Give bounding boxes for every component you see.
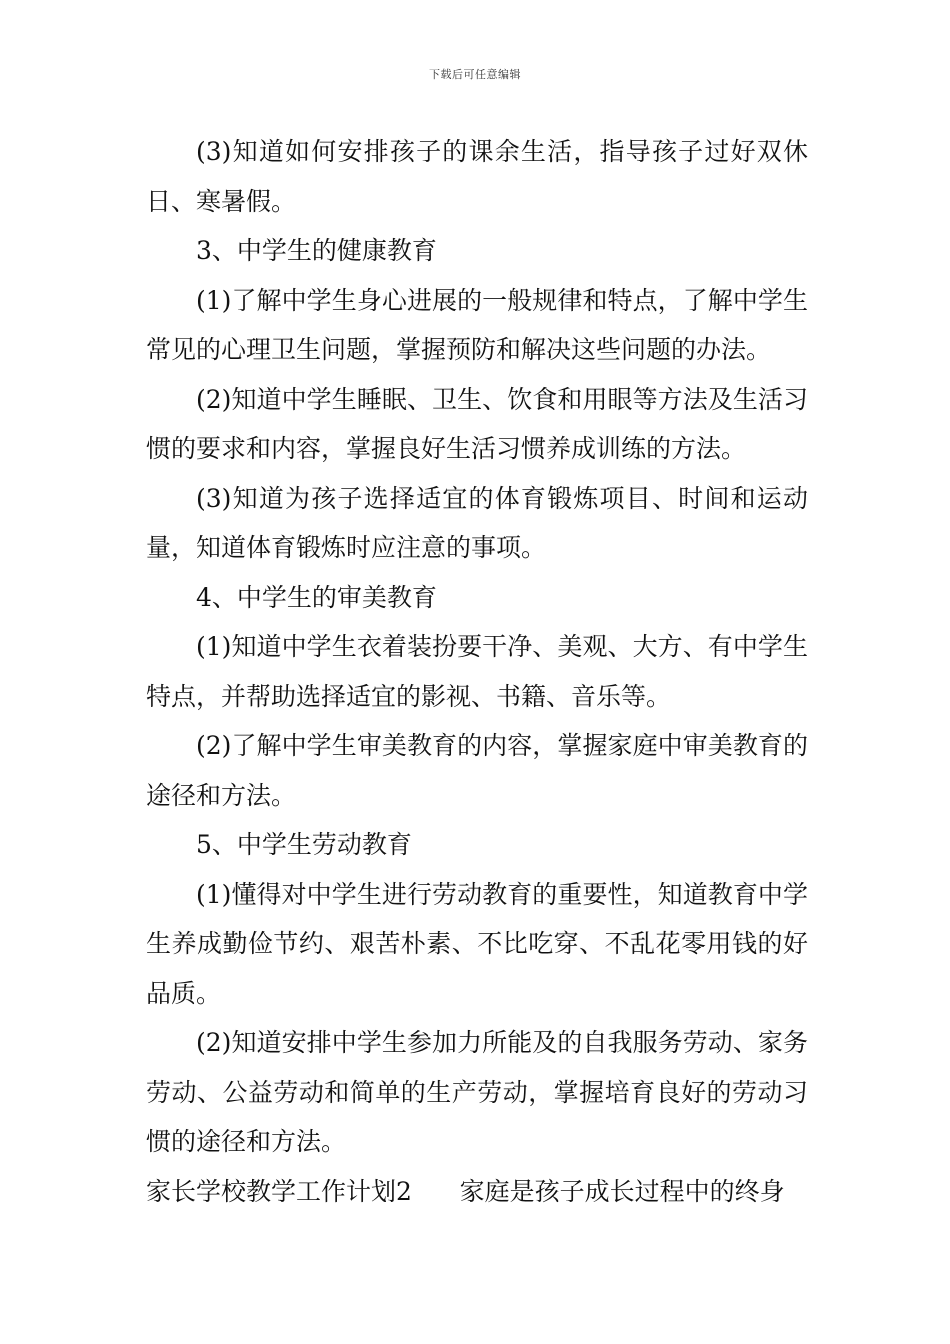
paragraph: (1)知道中学生衣着装扮要干净、美观、大方、有中学生特点，并帮助选择适宜的影视、书籍、音乐等。	[146, 632, 808, 711]
section-heading: 3、中学生的健康教育	[196, 236, 437, 265]
paragraph: (2)知道安排中学生参加力所能及的自我服务劳动、家务劳动、公益劳动和简单的生产劳动，掌握培育良好的劳动习惯的途径和方法。	[146, 1028, 808, 1156]
next-document-line	[146, 1167, 808, 1217]
next-document-title: 家长学校教学工作计划2	[146, 1176, 412, 1206]
document-body	[146, 127, 808, 1216]
paragraph: (3)知道如何安排孩子的课余生活，指导孩子过好双休日、寒暑假。	[146, 137, 808, 216]
paragraph: (2)了解中学生审美教育的内容，掌握家庭中审美教育的途径和方法。	[146, 731, 808, 810]
paragraph: (3)知道为孩子选择适宜的体育锻炼项目、时间和运动量，知道体育锻炼时应注意的事项。	[146, 483, 808, 562]
paragraph: (1)了解中学生身心进展的一般规律和特点，了解中学生常见的心理卫生问题，掌握预防和解决这些问题的办法。	[146, 285, 808, 364]
section-heading: 5、中学生劳动教育	[196, 830, 412, 859]
section-heading: 4、中学生的审美教育	[196, 582, 437, 612]
paragraph: (1)懂得对中学生进行劳动教育的重要性，知道教育中学生养成勤俭节约、艰苦朴素、不比吃穿、不乱花零用钱的好品质。	[146, 879, 808, 1008]
paragraph: (2)知道中学生睡眠、卫生、饮食和用眼等方法及生活习惯的要求和内容，掌握良好生活习惯养成训练的方法。	[146, 384, 808, 463]
next-document-text: 家庭是孩子成长过程中的终身	[459, 1176, 785, 1206]
page-header: 下载后可任意编辑	[429, 68, 521, 81]
